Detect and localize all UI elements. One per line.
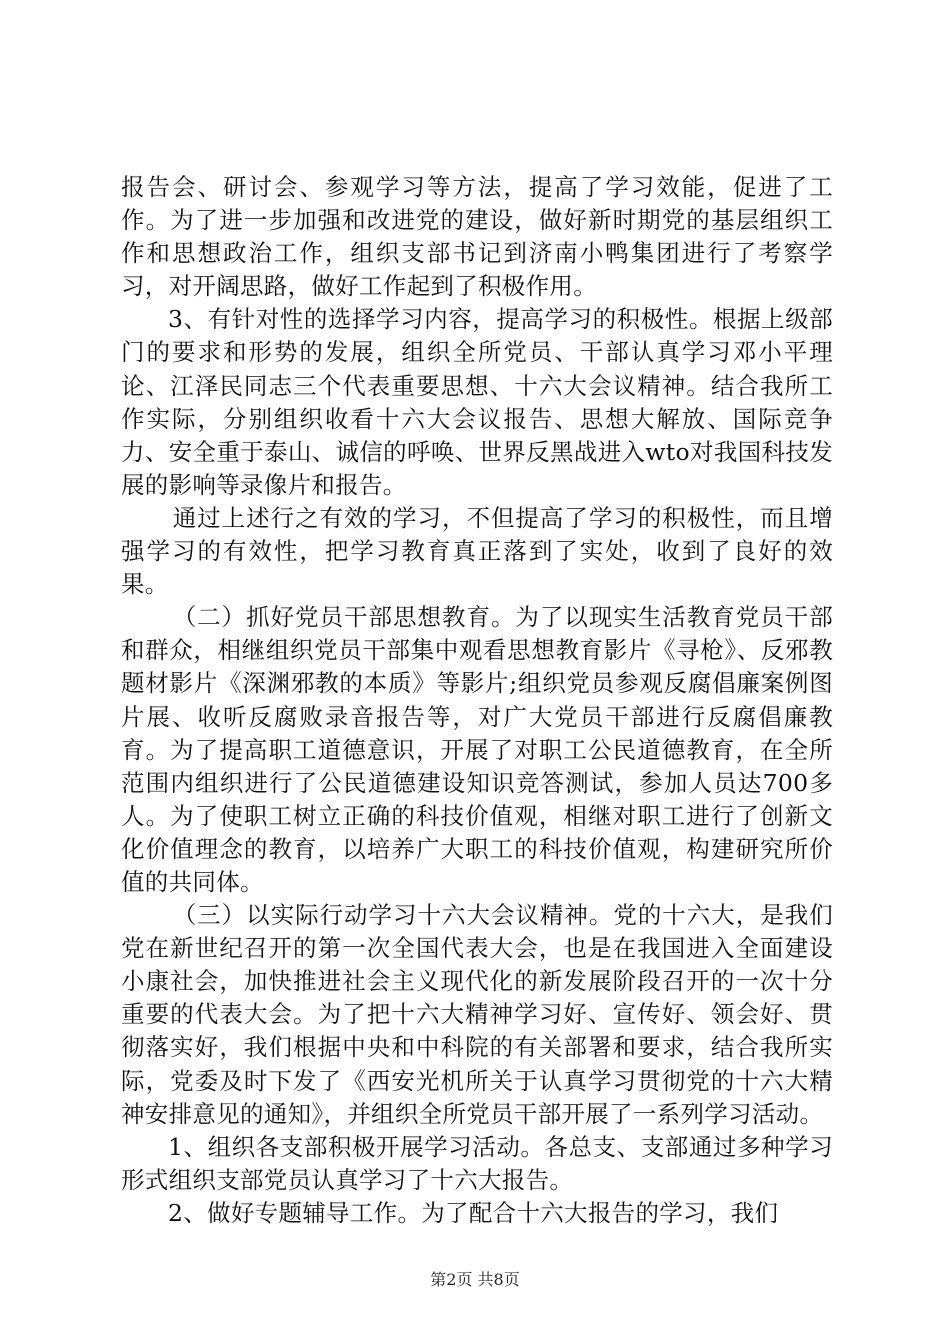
paragraph-summary: 通过上述行之有效的学习，不但提高了学习的积极性，而且增强学习的有效性，把学习教育真正落到了实处，收到了良好的效果。 <box>121 503 833 599</box>
paragraph-item-3: 3、有针对性的选择学习内容，提高学习的积极性。根据上级部门的要求和形势的发展，组织全所党员、干部认真学习邓小平理论、江泽民同志三个代表重要思想、十六大会议精神。结合我所工作实际，分别组织收看十六大会议报告、思想大解放、国际竞争力、安全重于泰山、诚信的呼唤、世界反黑战进入wto对我国科技发展的影响等录像片和报告。 <box>121 305 833 499</box>
paragraph-item-2: 2、做好专题辅导工作。为了配合十六大报告的学习，我们 <box>168 1198 779 1227</box>
paragraph-item-1: 1、组织各支部积极开展学习活动。各总支、支部通过多种学习形式组织支部党员认真学习了十六大报告。 <box>121 1132 833 1194</box>
paragraph-continuation: 报告会、研讨会、参观学习等方法，提高了学习效能，促进了工作。为了进一步加强和改进党的建设，做好新时期党的基层组织工作和思想政治工作，组织支部书记到济南小鸭集团进行了考察学习，对开阔思路，做好工作起到了积极作用。 <box>121 173 833 301</box>
document-body <box>121 171 833 1230</box>
paragraph-section-3: （三）以实际行动学习十六大会议精神。党的十六大，是我们党在新世纪召开的第一次全国代表大会，也是在我国进入全面建设小康社会，加快推进社会主义现代化的新发展阶段召开的一次十分重要的代表大会。为了把十六大精神学习好、宣传好、领会好、贯彻落实好，我们根据中央和中科院的有关部署和要求，结合我所实际，党委及时下发了《西安光机所关于认真学习贯彻党的十六大精神安排意见的通知》，并组织全所党员干部开展了一系列学习活动。 <box>121 901 833 1128</box>
page-footer <box>0 1270 950 1290</box>
paragraph-section-2: （二）抓好党员干部思想教育。为了以现实生活教育党员干部和群众，相继组织党员干部集中观看思想教育影片《寻枪》、反邪教题材影片《深渊邪教的本质》等影片;组织党员参观反腐倡廉案例图片展、收听反腐败录音报告等，对广大党员干部进行反腐倡廉教育。为了提高职工道德意识，开展了对职工公民道德教育，在全所范围内组织进行了公民道德建设知识竞答测试，参加人员达700多人。为了使职工树立正确的科技价值观，相继对职工进行了创新文化价值理念的教育，以培养广大职工的科技价值观，构建研究所价值的共同体。 <box>121 603 833 896</box>
page-number-label: 第2页 共8页 <box>430 1270 520 1289</box>
